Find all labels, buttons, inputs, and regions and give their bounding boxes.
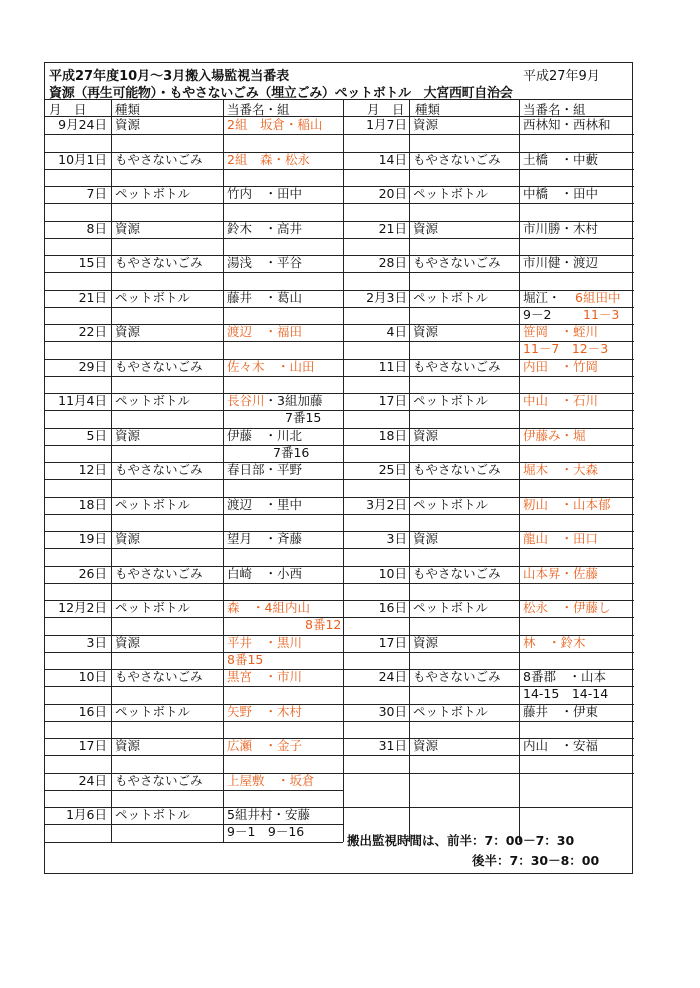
row-divider-right: [343, 376, 634, 377]
row-divider-left: [45, 376, 343, 377]
left-names: 湯浅 ・平谷: [227, 255, 303, 270]
row-divider-right: [343, 134, 634, 135]
time-note-line1: 搬出監視時間は、前半：7：00－7：30: [347, 833, 575, 848]
left-type: ペットボトル: [115, 393, 191, 408]
row-divider-right: [343, 445, 634, 446]
col-line-2: [223, 99, 224, 842]
left-type: もやさないごみ: [115, 772, 203, 788]
right-names: 堀江・: [523, 289, 561, 305]
right-names: 8番郡 ・山本: [523, 669, 606, 684]
left-group-note: 8番15: [227, 651, 264, 667]
left-type: ペットボトル: [115, 289, 191, 305]
right-date: 21日: [378, 220, 407, 236]
left-names: 佐々木 ・山田: [227, 358, 315, 374]
left-date: 10月1日: [58, 151, 107, 167]
left-type: もやさないごみ: [115, 358, 203, 374]
right-type: ペットボトル: [413, 186, 489, 201]
left-group-note: 7番16: [273, 444, 310, 460]
left-names: 上屋敷 ・坂倉: [227, 772, 315, 788]
row-divider-right: [343, 203, 634, 204]
right-date: 18日: [378, 427, 407, 443]
right-names: 龍山 ・田口: [523, 531, 599, 546]
right-date: 25日: [378, 462, 407, 477]
right-group-note-part2: 11－3: [583, 306, 620, 322]
right-group-note: 14-15 14-14: [523, 686, 609, 701]
left-names: 5組井村・安藤: [227, 807, 310, 822]
left-type: 資源: [115, 738, 141, 753]
right-names: 中山 ・石川: [523, 393, 599, 408]
left-names: 2組 坂倉・稲山: [227, 117, 323, 132]
right-date: 20日: [378, 186, 407, 201]
right-type: ペットボトル: [413, 393, 489, 408]
left-names: 平井 ・黒川: [227, 634, 303, 650]
right-date: 30日: [378, 703, 407, 719]
left-date: 17日: [78, 738, 107, 753]
row-divider-left: [45, 272, 343, 273]
row-divider-right: [343, 272, 634, 273]
left-names: 森 ・: [227, 600, 265, 615]
row-divider-left: [45, 652, 343, 653]
col-header-date-right: 月 日: [367, 102, 405, 117]
row-divider-right: [343, 514, 634, 515]
left-date: 8日: [86, 220, 107, 236]
right-date: 17日: [378, 393, 407, 408]
right-date: 11日: [378, 358, 407, 374]
left-names: 藤井 ・葛山: [227, 289, 303, 305]
right-date: 10日: [378, 565, 407, 581]
left-date: 11月4日: [58, 393, 107, 408]
left-date: 26日: [78, 565, 107, 581]
time-note-line2: 後半：7：30－8：00: [472, 853, 600, 868]
row-divider-left: [45, 721, 343, 722]
right-names-part2: 6組田中: [575, 289, 621, 305]
right-names: 市川勝・木村: [523, 220, 599, 236]
left-type: もやさないごみ: [115, 462, 203, 477]
left-type: ペットボトル: [115, 496, 191, 512]
right-type: もやさないごみ: [413, 669, 501, 684]
right-type: もやさないごみ: [413, 565, 501, 581]
right-date: 3月2日: [366, 496, 407, 512]
right-type: 資源: [413, 738, 439, 753]
left-group-note: 7番15: [285, 410, 322, 425]
left-names: 伊藤 ・川北: [227, 427, 303, 443]
right-names: 堀木 ・大森: [523, 462, 599, 477]
left-date: 15日: [78, 255, 107, 270]
right-type: 資源: [413, 324, 439, 339]
right-type: ペットボトル: [413, 600, 489, 615]
col-header-date-left: 月 日: [49, 102, 87, 117]
left-date: 24日: [78, 772, 107, 788]
schedule-sheet: [44, 62, 633, 874]
row-divider-left: [45, 307, 343, 308]
right-date: 4日: [386, 324, 407, 339]
right-names: 伊藤み・堀: [523, 427, 586, 443]
left-names: 渡辺 ・福田: [227, 324, 303, 339]
right-date: 1月7日: [366, 117, 407, 132]
left-names: 長谷川: [227, 393, 265, 408]
left-names: 矢野 ・木村: [227, 703, 303, 719]
row-divider-left: [45, 203, 343, 204]
left-date: 16日: [78, 703, 107, 719]
left-names: 広瀬 ・金子: [227, 738, 303, 753]
left-date: 29日: [78, 358, 107, 374]
right-type: 資源: [413, 634, 439, 650]
right-type: ペットボトル: [413, 289, 489, 305]
left-type: もやさないごみ: [115, 151, 203, 167]
right-names: 内田 ・竹岡: [523, 358, 599, 374]
row-divider-left: [45, 238, 343, 239]
row-divider-left: [45, 548, 343, 549]
left-names: 春日部・平野: [227, 462, 303, 477]
right-date: 24日: [378, 669, 407, 684]
left-type: 資源: [115, 324, 141, 339]
row-divider-right: [343, 583, 634, 584]
right-names: 内山 ・安福: [523, 738, 599, 753]
left-type: 資源: [115, 634, 141, 650]
right-names: 市川健・渡辺: [523, 255, 599, 270]
left-date: 1月6日: [66, 807, 107, 822]
left-names: 竹内 ・田中: [227, 186, 303, 201]
col-header-type-right: 種類: [415, 102, 441, 117]
left-date: 21日: [78, 289, 107, 305]
row-divider-right: [343, 721, 634, 722]
left-type: もやさないごみ: [115, 565, 203, 581]
left-names: 黒宮 ・市川: [227, 669, 303, 684]
left-names: 渡辺 ・里中: [227, 496, 303, 512]
row-divider-right: [343, 617, 634, 618]
left-type: もやさないごみ: [115, 669, 203, 684]
row-divider-left: [45, 134, 343, 135]
left-group-note: 8番12: [305, 617, 342, 632]
row-divider-left: [45, 790, 343, 791]
col-header-names-left: 当番名・組: [227, 102, 290, 117]
right-type: ペットボトル: [413, 496, 489, 512]
left-date: 12月2日: [58, 600, 107, 615]
right-names: 中橋 ・田中: [523, 186, 599, 201]
col-header-type-left: 種類: [115, 102, 141, 117]
right-names: 山本昇・佐藤: [523, 565, 599, 581]
right-names: 土橋 ・中藪: [523, 151, 599, 167]
left-type: ペットボトル: [115, 186, 191, 201]
right-date: 14日: [378, 151, 407, 167]
right-names: 藤井 ・伊東: [523, 703, 599, 719]
row-divider-left: [45, 842, 343, 843]
left-type: ペットボトル: [115, 600, 191, 615]
left-type: ペットボトル: [115, 703, 191, 719]
left-date: 18日: [78, 496, 107, 512]
row-divider-right: [343, 652, 634, 653]
left-date: 9月24日: [58, 117, 107, 132]
document-subtitle: 資源（再生可能物）・もやさないごみ（埋立ごみ）ペットボトル 大宮西町自治会: [49, 86, 513, 101]
row-divider-left: [45, 617, 343, 618]
left-date: 3日: [86, 634, 107, 650]
right-names: 西林知・西林和: [523, 117, 611, 132]
row-divider-left: [45, 514, 343, 515]
right-type: もやさないごみ: [413, 151, 501, 167]
right-group-note: 9－2: [523, 306, 552, 322]
left-date: 7日: [86, 186, 107, 201]
right-group-note: 11－7 12－3: [523, 341, 609, 356]
right-names: 松永 ・伊藤し: [523, 600, 611, 615]
left-type: ペットボトル: [115, 807, 191, 822]
row-divider-right: [343, 755, 634, 756]
left-names: 白崎 ・小西: [227, 565, 303, 581]
col-header-names-right: 当番名・組: [523, 102, 586, 117]
right-type: もやさないごみ: [413, 462, 501, 477]
row-divider-left: [45, 341, 343, 342]
document-title: 平成27年度10月～3月搬入場監視当番表: [49, 69, 290, 84]
right-type: ペットボトル: [413, 703, 489, 719]
left-date: 19日: [78, 531, 107, 546]
right-names: 笹岡 ・蛭川: [523, 324, 599, 339]
right-date: 28日: [378, 255, 407, 270]
col-line-5: [519, 99, 520, 842]
right-type: 資源: [413, 531, 439, 546]
left-type: 資源: [115, 117, 141, 132]
left-date: 22日: [78, 324, 107, 339]
right-names: 林 ・鈴木: [523, 634, 586, 650]
right-date: 3日: [386, 531, 407, 546]
right-type: 資源: [413, 117, 439, 132]
left-names: 鈴木 ・高井: [227, 220, 303, 236]
left-date: 5日: [86, 427, 107, 443]
document-date: 平成27年9月: [523, 69, 600, 84]
left-group-note: 9－1 9－16: [227, 824, 305, 839]
col-line-3: [343, 99, 344, 842]
row-divider-right: [343, 169, 634, 170]
left-type: 資源: [115, 220, 141, 236]
left-names: 2組 森・松永: [227, 151, 310, 167]
row-divider-left: [45, 686, 343, 687]
row-divider-right: [343, 410, 634, 411]
right-date: 17日: [378, 634, 407, 650]
row-divider-left: [45, 755, 343, 756]
left-names-part2: 4組内山: [264, 600, 310, 615]
right-date: 31日: [378, 738, 407, 753]
left-names-part2: ・3組加藤: [264, 393, 323, 408]
note-divider: [45, 807, 632, 808]
row-divider-left: [45, 479, 343, 480]
col-line-4: [409, 99, 410, 842]
row-divider-left: [45, 169, 343, 170]
right-type: 資源: [413, 427, 439, 443]
row-divider-right: [343, 238, 634, 239]
left-names: 望月 ・斉藤: [227, 531, 303, 546]
left-type: もやさないごみ: [115, 255, 203, 270]
row-divider-left: [45, 583, 343, 584]
right-type: 資源: [413, 220, 439, 236]
right-type: もやさないごみ: [413, 255, 501, 270]
right-type: もやさないごみ: [413, 358, 501, 374]
row-divider-right: [343, 479, 634, 480]
right-names: 籾山 ・山本郁: [523, 496, 611, 512]
left-type: 資源: [115, 531, 141, 546]
row-divider-right: [343, 773, 634, 774]
right-date: 16日: [378, 600, 407, 615]
left-date: 12日: [78, 462, 107, 477]
row-divider-right: [343, 548, 634, 549]
col-line-1: [111, 99, 112, 842]
right-date: 2月3日: [366, 289, 407, 305]
left-type: 資源: [115, 427, 141, 443]
left-date: 10日: [78, 669, 107, 684]
